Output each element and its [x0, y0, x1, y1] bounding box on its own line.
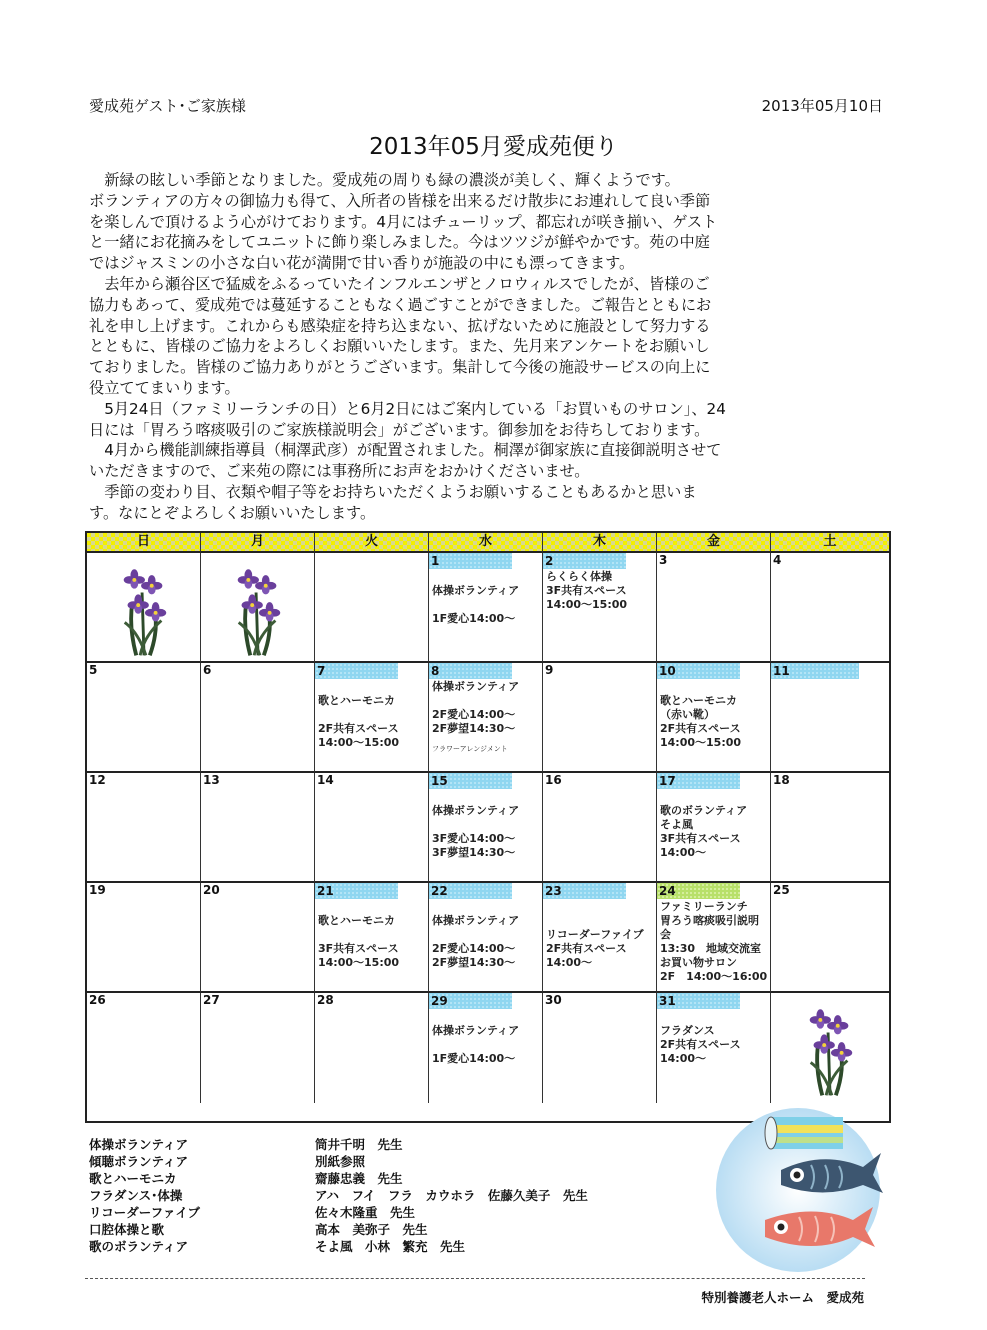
calendar-day-cell [87, 883, 201, 993]
calendar-day-cell [315, 993, 429, 1103]
calendar-day-cell [543, 883, 657, 993]
event-line: 体操ボランティア [432, 804, 520, 817]
letter-line: ておりました。皆様のご協力ありがとうございます。集計して今後の施設サービスの向上に [89, 358, 711, 377]
day-number: 18 [773, 773, 790, 787]
event-line: ファミリーランチ [660, 900, 748, 913]
event-note: フラワーアレンジメント [432, 745, 508, 753]
event-line: 1F愛心14:00～ [432, 1052, 516, 1065]
calendar-day-cell [315, 883, 429, 993]
calendar-day-cell [771, 993, 889, 1103]
day-number: 9 [545, 663, 554, 677]
letter-line: 役立ててまいります。 [89, 378, 240, 397]
calendar-day-cell [657, 993, 771, 1103]
iris-flower-icon [115, 557, 173, 657]
volunteer-person: 高本 美弥子 先生 [315, 1222, 428, 1237]
calendar-day-cell [657, 663, 771, 773]
day-number: 8 [431, 664, 440, 678]
weekday-header: 火 [315, 533, 429, 553]
event-line: フラダンス [660, 1024, 715, 1037]
calendar-day-cell [429, 773, 543, 883]
calendar [85, 531, 891, 1123]
day-number: 4 [773, 553, 782, 567]
iris-flower-icon [229, 557, 287, 657]
calendar-day-cell [543, 553, 657, 663]
page-title: 2013年05月愛成苑便り [369, 134, 618, 160]
letter-line: 新緑の眩しい季節となりました。愛成苑の周りも緑の濃淡が美しく、輝くようです。 [89, 171, 680, 189]
calendar-day-cell [315, 663, 429, 773]
footer-divider [85, 1278, 865, 1279]
day-number: 15 [431, 774, 448, 788]
day-number: 16 [545, 773, 562, 787]
day-number: 2 [545, 554, 554, 568]
calendar-day-cell [201, 773, 315, 883]
event-line: 体操ボランティア [432, 584, 520, 597]
volunteer-list [89, 1136, 649, 1261]
calendar-day-cell [429, 993, 543, 1103]
calendar-day-cell [87, 773, 201, 883]
volunteer-person: そよ風 小林 繁充 先生 [315, 1239, 466, 1254]
calendar-day-cell [657, 773, 771, 883]
day-number: 31 [659, 994, 676, 1008]
event-line: 13:30 地域交流室 [660, 942, 762, 955]
event-line: 3F夢望14:30～ [432, 846, 516, 859]
volunteer-activity: 体操ボランティア [89, 1137, 189, 1152]
event-band [429, 553, 512, 569]
volunteer-activity: 口腔体操と歌 [89, 1222, 165, 1237]
day-number: 29 [431, 994, 448, 1008]
letter-line: す。なにとぞよろしくお願いいたします。 [89, 503, 376, 522]
event-line: 14:00～ [546, 956, 593, 969]
day-number: 22 [431, 884, 448, 898]
weekday-header: 日 [87, 533, 201, 553]
event-line: らくらく体操 [546, 570, 612, 583]
event-line: 体操ボランティア [432, 1024, 520, 1037]
calendar-day-cell [543, 993, 657, 1103]
event-band [315, 663, 398, 679]
calendar-day-cell [543, 663, 657, 773]
day-number: 13 [203, 773, 220, 787]
koinobori-illustration [713, 1095, 893, 1275]
weekday-header: 金 [657, 533, 771, 553]
letter-line: 日には「胃ろう喀痰吸引のご家族様説明会」がございます。御参加をお待ちしております。 [89, 420, 710, 439]
event-line: 歌とハーモニカ [318, 694, 395, 707]
event-band [543, 553, 626, 569]
event-line: お買い物サロン [660, 956, 737, 969]
day-number: 3 [659, 553, 668, 567]
event-line: 3F共有スペース [546, 584, 627, 597]
letter-body [89, 170, 889, 524]
weekday-header: 月 [201, 533, 315, 553]
event-line: （赤い靴） [660, 708, 715, 721]
volunteer-activity: リコーダーファイブ [89, 1205, 201, 1220]
calendar-day-cell [201, 553, 315, 663]
event-line: 3F共有スペース [660, 832, 741, 845]
letter-date: 2013年05月10日 [761, 97, 883, 115]
event-line: 歌とハーモニカ [318, 914, 395, 927]
event-line: 2F夢望14:30～ [432, 956, 516, 969]
letter-line: 4月から機能訓練指導員（桐澤武彦）が配置されました。桐澤が御家族に直接御説明させて [89, 441, 722, 460]
day-number: 1 [431, 554, 440, 568]
letter-line: 5月24日（ファミリーランチの日）と6月2日にはご案内している「お買いものサロン」、24 [89, 399, 726, 418]
footer-organization: 特別養護老人ホーム 愛成苑 [701, 1290, 864, 1305]
event-band [429, 663, 512, 679]
event-line: 14:00～15:00 [660, 736, 742, 749]
calendar-day-cell [315, 553, 429, 663]
volunteer-person: 佐々木隆重 先生 [315, 1205, 416, 1220]
day-number: 27 [203, 993, 220, 1007]
day-number: 5 [89, 663, 98, 677]
volunteer-activity: 歌とハーモニカ [89, 1171, 177, 1186]
volunteer-person: 別紙参照 [315, 1154, 366, 1169]
letter-line: 協力もあって、愛成苑では蔓延することもなく過ごすことができました。ご報告とともにお [89, 295, 712, 314]
day-number: 21 [317, 884, 334, 898]
day-number: 25 [773, 883, 790, 897]
day-number: 17 [659, 774, 676, 788]
event-line: 14:00～ [660, 1052, 707, 1065]
event-line: 2F共有スペース [660, 722, 741, 735]
event-line: 14:00～15:00 [318, 736, 400, 749]
event-line: 2F愛心14:00～ [432, 942, 516, 955]
event-line: 体操ボランティア [432, 680, 520, 693]
event-line: 14:00～ [660, 846, 707, 859]
event-line: 歌のボランティア [660, 804, 748, 817]
letter-line: 礼を申し上げます。これからも感染症を持ち込まない、拡げないために施設として努力する [89, 316, 711, 335]
volunteer-person: アハ フイ フラ カウホラ 佐藤久美子 先生 [315, 1188, 588, 1203]
event-line: 2F共有スペース [660, 1038, 741, 1051]
calendar-day-cell [771, 553, 889, 663]
letter-line: とともに、皆様のご協力をよろしくお願いいたします。また、先月来アンケートをお願いし [89, 337, 710, 356]
weekday-header: 木 [543, 533, 657, 553]
calendar-day-cell [201, 993, 315, 1103]
calendar-day-cell [657, 883, 771, 993]
volunteer-activity: 歌のボランティア [89, 1239, 189, 1254]
day-number: 7 [317, 664, 326, 678]
letter-line: いただきますので、ご来苑の際には事務所にお声をおかけくださいませ。 [89, 462, 590, 481]
letter-line: ではジャスミンの小さな白い花が満開で甘い香りが施設の中にも漂ってきます。 [89, 254, 635, 273]
calendar-day-cell [201, 883, 315, 993]
event-line: 会 [660, 928, 671, 941]
calendar-day-cell [543, 773, 657, 883]
calendar-day-cell [771, 773, 889, 883]
calendar-day-cell [429, 553, 543, 663]
day-number: 23 [545, 884, 562, 898]
letter-line: 去年から瀬谷区で猛威をふるっていたインフルエンザとノロウィルスでしたが、皆様のご [89, 274, 710, 293]
day-number: 30 [545, 993, 562, 1007]
calendar-day-cell [87, 663, 201, 773]
weekday-header: 土 [771, 533, 889, 553]
letter-line: を楽しんで頂けるよう心がけております。4月にはチューリップ、都忘れが咲き揃い、ゲスト [89, 212, 718, 231]
iris-flower-icon [801, 997, 859, 1097]
event-line: 2F愛心14:00～ [432, 708, 516, 721]
calendar-day-cell [657, 553, 771, 663]
event-line: そよ風 [660, 818, 693, 831]
event-line: リコーダーファイブ [546, 928, 644, 941]
event-line: 胃ろう喀痰吸引説明 [660, 914, 759, 927]
letter-line: 季節の変わり目、衣類や帽子等をお持ちいただくようお願いすることもあるかと思いま [89, 482, 697, 501]
day-number: 14 [317, 773, 334, 787]
day-number: 20 [203, 883, 220, 897]
calendar-day-cell [429, 663, 543, 773]
day-number: 11 [773, 664, 790, 678]
event-line: 1F愛心14:00～ [432, 612, 516, 625]
day-number: 26 [89, 993, 106, 1007]
calendar-day-cell [429, 883, 543, 993]
event-line: 2F共有スペース [318, 722, 399, 735]
volunteer-activity: 傾聴ボランティア [89, 1154, 189, 1169]
letter-line: ボランティアの方々の御協力も得て、入所者の皆様を出来るだけ散歩にお連れして良い季節 [89, 191, 711, 210]
volunteer-person: 筒井千明 先生 [315, 1137, 403, 1152]
letter-line: と一緒にお花摘みをしてユニットに飾り楽しみました。今はツツジが鮮やかです。苑の中庭 [89, 233, 710, 252]
calendar-day-cell [87, 993, 201, 1103]
event-line: 14:00～15:00 [546, 598, 628, 611]
event-line: 2F夢望14:30～ [432, 722, 516, 735]
event-line: 3F共有スペース [318, 942, 399, 955]
event-line: 3F愛心14:00～ [432, 832, 516, 845]
volunteer-person: 齋藤忠義 先生 [315, 1171, 403, 1186]
calendar-day-cell [771, 663, 889, 773]
day-number: 24 [659, 884, 676, 898]
day-number: 10 [659, 664, 676, 678]
day-number: 6 [203, 663, 212, 677]
event-line: 2F共有スペース [546, 942, 627, 955]
day-number: 28 [317, 993, 334, 1007]
calendar-day-cell [771, 883, 889, 993]
day-number: 19 [89, 883, 106, 897]
calendar-day-cell [87, 553, 201, 663]
event-line: 体操ボランティア [432, 914, 520, 927]
calendar-day-cell [201, 663, 315, 773]
event-line: 14:00～15:00 [318, 956, 400, 969]
event-line: 歌とハーモニカ [660, 694, 737, 707]
calendar-day-cell [315, 773, 429, 883]
event-line: 2F 14:00～16:00 [660, 970, 768, 983]
weekday-header: 水 [429, 533, 543, 553]
recipient: 愛成苑ゲスト･ご家族様 [89, 97, 246, 115]
volunteer-activity: フラダンス･体操 [89, 1188, 183, 1203]
day-number: 12 [89, 773, 106, 787]
